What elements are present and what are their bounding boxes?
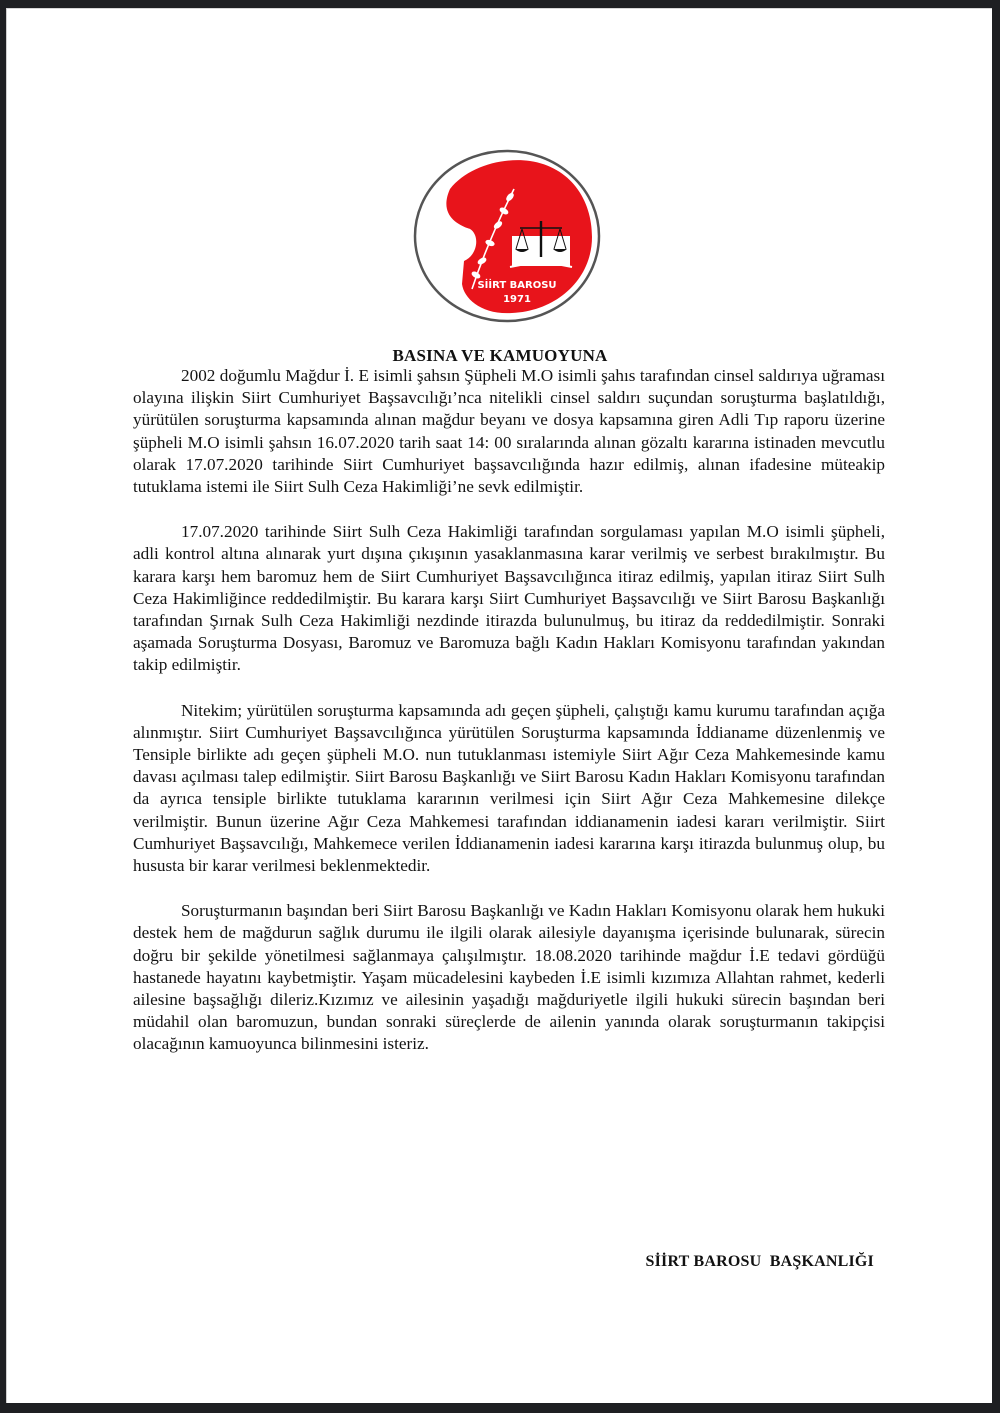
document-body <box>133 365 885 1079</box>
paragraph-1: 2002 doğumlu Mağdur İ. E isimli şahsın Şüpheli M.O isimli şahıs tarafından cinsel saldırıya uğraması olayına ilişkin Siirt Cumhuriyet Başsavcılığı’nca nitelikli cinsel saldırı suçundan soruşturma başlatıldığı, yürütülen soruşturma kapsamında alınan mağdur beyanı ve dosya kapsamına giren Adli Tıp raporu üzerine şüpheli M.O isimli şahsın 16.07.2020 tarih saat 14: 00 sıralarında alınan gözaltı kararına istinaden mevcutlu olarak 17.07.2020 tarihinde Siirt Cumhuriyet başsavcılığında hazır edilmiş, alınan ifadesine müteakip tutuklama istemi ile Siirt Sulh Ceza Hakimliği’ne sevk edilmiştir. <box>133 366 885 497</box>
document-title: BASINA VE KAMUOYUNA <box>392 346 608 365</box>
siirt-barosu-logo <box>412 149 602 324</box>
paragraph-4: Soruşturmanın başından beri Siirt Barosu Başkanlığı ve Kadın Hakları Komisyonu olarak hem hukuki destek hem de mağdurun sağlık durumu ile ilgili olarak ailesiyle dayanışma içerisinde bulunarak, sürecin doğru bir şekilde yönetilmesi sağlanmaya çalışılmıştır. 18.08.2020 tarihinde mağdur İ.E tedavi gördüğü hastanede hayatını kaybetmiştir. Yaşam mücadelesini kaybeden İ.E isimli kızımıza Allahtan rahmet, kederli ailesine başsağlığı dileriz.Kızımız ve ailesinin yaşadığı mağduriyetle ilgili hukuki sürecin başından beri müdahil olan baromuzun, bundan sonraki süreçlerde de ailenin yanında olarak soruşturmanın takipçisi olacağının kamuoyunca bilinmesini isteriz. <box>133 901 885 1054</box>
document-page <box>6 8 992 1403</box>
paragraph-2: 17.07.2020 tarihinde Siirt Sulh Ceza Hakimliği tarafından sorgulaması yapılan M.O isimli şüpheli, adli kontrol altına alınarak yurt dışına çıkışının yasaklanmasına karar verilmiş ve serbest bırakılmıştır. Bu karara karşı hem baromuz hem de Siirt Cumhuriyet Başsavcılığınca itiraz edilmiş, yapılan itiraz Siirt Sulh Ceza Hakimliğince reddedilmiştir. Bu karara karşı Siirt Cumhuriyet Başsavcılığı ve Siirt Barosu Başkanlığı tarafından Şırnak Sulh Ceza Hakimliği nezdinde itirazda bulunulmuş, bu itiraz da reddedilmiştir. Sonraki aşamada Soruşturma Dosyası, Baromuz ve Baromuza bağlı Kadın Hakları Komisyonu tarafından yakından takip edilmiştir. <box>133 522 885 675</box>
logo-name: SİİRT BAROSU <box>477 280 557 291</box>
signature: SİİRT BAROSU BAŞKANLIĞI <box>645 1253 874 1270</box>
logo-year: 1971 <box>503 294 531 305</box>
paragraph-3: Nitekim; yürütülen soruşturma kapsamında adı geçen şüpheli, çalıştığı kamu kurumu tarafından açığa alınmıştır. Siirt Cumhuriyet Başsavcılığınca yürütülen Soruşturma kapsamında İddianame düzenlenmiş ve Tensiple birlikte adı geçen şüpheli M.O. nun tutuklanması istemiyle Siirt Ağır Ceza Mahkemesinde kamu davası açılması talep edilmiştir. Siirt Barosu Başkanlığı ve Siirt Barosu Kadın Hakları Komisyonu tarafından da ayrıca tensiple birlikte tutuklama kararının verilmesi için Siirt Ağır Ceza Mahkemesine dilekçe verilmiştir. Bunun üzerine Ağır Ceza Mahkemesi tarafından iddianamenin iadesi kararı verilmiştir. Siirt Cumhuriyet Başsavcılığı, Mahkemece verilen İddianamenin iadesi kararına karşı itirazda bulunmuş olup, bu hususta bir karar verilmesi beklenmektedir. <box>133 700 885 876</box>
